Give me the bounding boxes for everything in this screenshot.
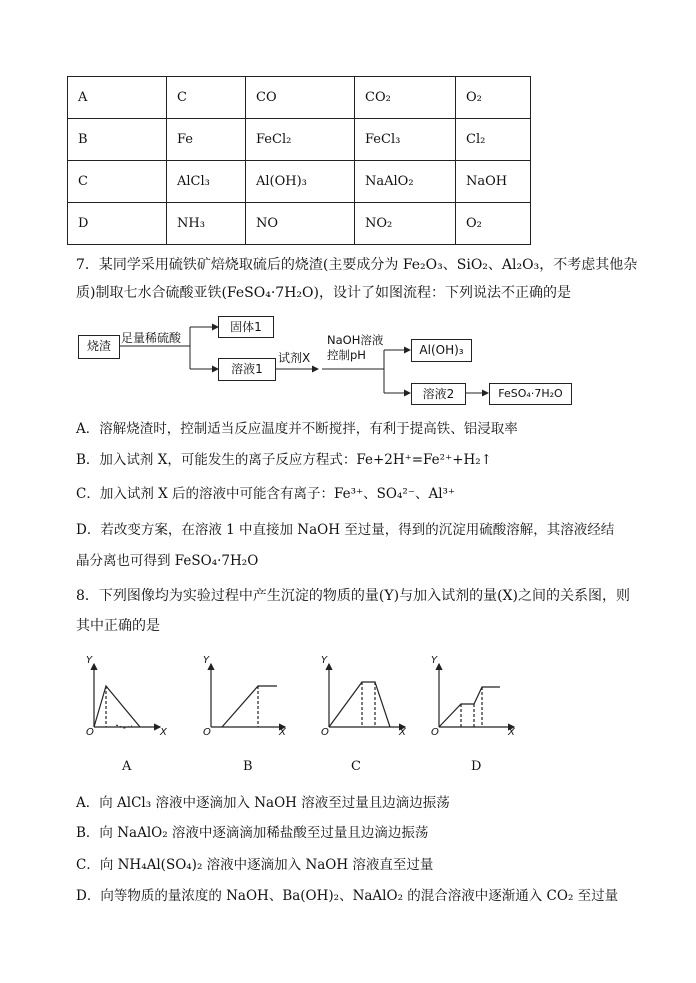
flow-solution2-box: 溶液2 <box>411 383 466 405</box>
table-cell: FeCl₂ <box>246 119 355 161</box>
graph-d-origin-label: O <box>431 727 439 738</box>
graph-c-x-label: X <box>399 727 406 738</box>
table-cell: AlCl₃ <box>167 161 246 203</box>
q8-stem-line2: 其中正确的是 <box>76 618 160 634</box>
table-cell: D <box>68 203 167 245</box>
graph-d-caption: D <box>471 759 482 774</box>
flow-reagent-label: 试剂X <box>278 351 311 365</box>
q7-option-c: C．加入试剂 X 后的溶液中可能含有离子：Fe³⁺、SO₄²⁻、Al³⁺ <box>76 486 456 502</box>
flow-product2-box: FeSO₄·7H₂O <box>489 383 572 405</box>
graph-b-caption: B <box>243 759 253 774</box>
graph-d <box>439 664 514 727</box>
table-cell: CO <box>246 77 355 119</box>
graph-d-y-label: Y <box>431 655 438 666</box>
graph-a-caption: A <box>122 759 132 774</box>
table-cell: FeCl₃ <box>355 119 456 161</box>
flow-solution1-box: 溶液1 <box>218 358 276 381</box>
q7-stem-line1: 7．某同学采用硫铁矿焙烧取硫后的烧渣(主要成分为 Fe₂O₃、SiO₂、Al₂O₃，不考虑其他杂 <box>76 257 638 273</box>
graph-b-y-label: Y <box>203 655 210 666</box>
graph-a-x-label: X <box>160 727 167 738</box>
table-cell: NO₂ <box>355 203 456 245</box>
q8-option-a: A．向 AlCl₃ 溶液中逐滴加入 NaOH 溶液至过量且边滴边振荡 <box>76 795 450 811</box>
graph-b-x-label: X <box>279 727 286 738</box>
graph-b-origin-label: O <box>203 727 211 738</box>
flow-cond1-label: NaOH溶液 <box>327 333 384 347</box>
graph-c-caption: C <box>351 759 361 774</box>
table-cell: NaOH <box>456 161 531 203</box>
table-cell: A <box>68 77 167 119</box>
table-cell: CO₂ <box>355 77 456 119</box>
graph-b <box>211 664 285 727</box>
table-cell: C <box>167 77 246 119</box>
table-cell: NO <box>246 203 355 245</box>
graph-a <box>94 664 160 728</box>
table-cell: O₂ <box>456 203 531 245</box>
table-cell: Fe <box>167 119 246 161</box>
graph-a-origin-label: O <box>86 727 94 738</box>
graph-c <box>329 664 405 727</box>
graph-a-y-label: Y <box>86 655 93 666</box>
graph-d-x-label: X <box>508 727 515 738</box>
q7-option-d-line2: 晶分离也可得到 FeSO₄·7H₂O <box>76 553 259 569</box>
graph-c-y-label: Y <box>321 655 328 666</box>
table-cell: C <box>68 161 167 203</box>
flow-arrow1-label: 足量稀硫酸 <box>121 331 182 345</box>
flow-product1-box: Al(OH)₃ <box>411 339 472 362</box>
table-cell: Al(OH)₃ <box>246 161 355 203</box>
q8-stem-line1: 8．下列图像均为实验过程中产生沉淀的物质的量(Y)与加入试剂的量(X)之间的关系图，则 <box>76 588 630 604</box>
q8-option-d: D．向等物质的量浓度的 NaOH、Ba(OH)₂、NaAlO₂ 的混合溶液中逐渐通入 CO₂ 至过量 <box>76 888 619 904</box>
table-cell: O₂ <box>456 77 531 119</box>
flow-cond2-label: 控制pH <box>327 348 366 362</box>
q7-option-b: B．加入试剂 X，可能发生的离子反应方程式：Fe+2H⁺=Fe²⁺+H₂↑ <box>76 452 493 468</box>
q8-option-b: B．向 NaAlO₂ 溶液中逐滴滴加稀盐酸至过量且边滴边振荡 <box>76 825 429 841</box>
q7-stem-line2: 质)制取七水合硫酸亚铁(FeSO₄·7H₂O)，设计了如图流程：下列说法不正确的是 <box>76 285 571 301</box>
table-cell: Cl₂ <box>456 119 531 161</box>
table-cell: NaAlO₂ <box>355 161 456 203</box>
flow-solid1-box: 固体1 <box>218 316 274 338</box>
flow-start-box: 烧渣 <box>78 335 120 359</box>
table-cell: B <box>68 119 167 161</box>
q7-option-d-line1: D．若改变方案，在溶液 1 中直接加 NaOH 至过量，得到的沉淀用硫酸溶解，其溶液经结 <box>76 522 615 538</box>
q7-option-a: A．溶解烧渣时，控制适当反应温度并不断搅拌，有利于提高铁、铝浸取率 <box>76 421 518 437</box>
graph-c-origin-label: O <box>321 727 329 738</box>
table-cell: NH₃ <box>167 203 246 245</box>
q8-option-c: C．向 NH₄Al(SO₄)₂ 溶液中逐滴加入 NaOH 溶液直至过量 <box>76 857 434 873</box>
